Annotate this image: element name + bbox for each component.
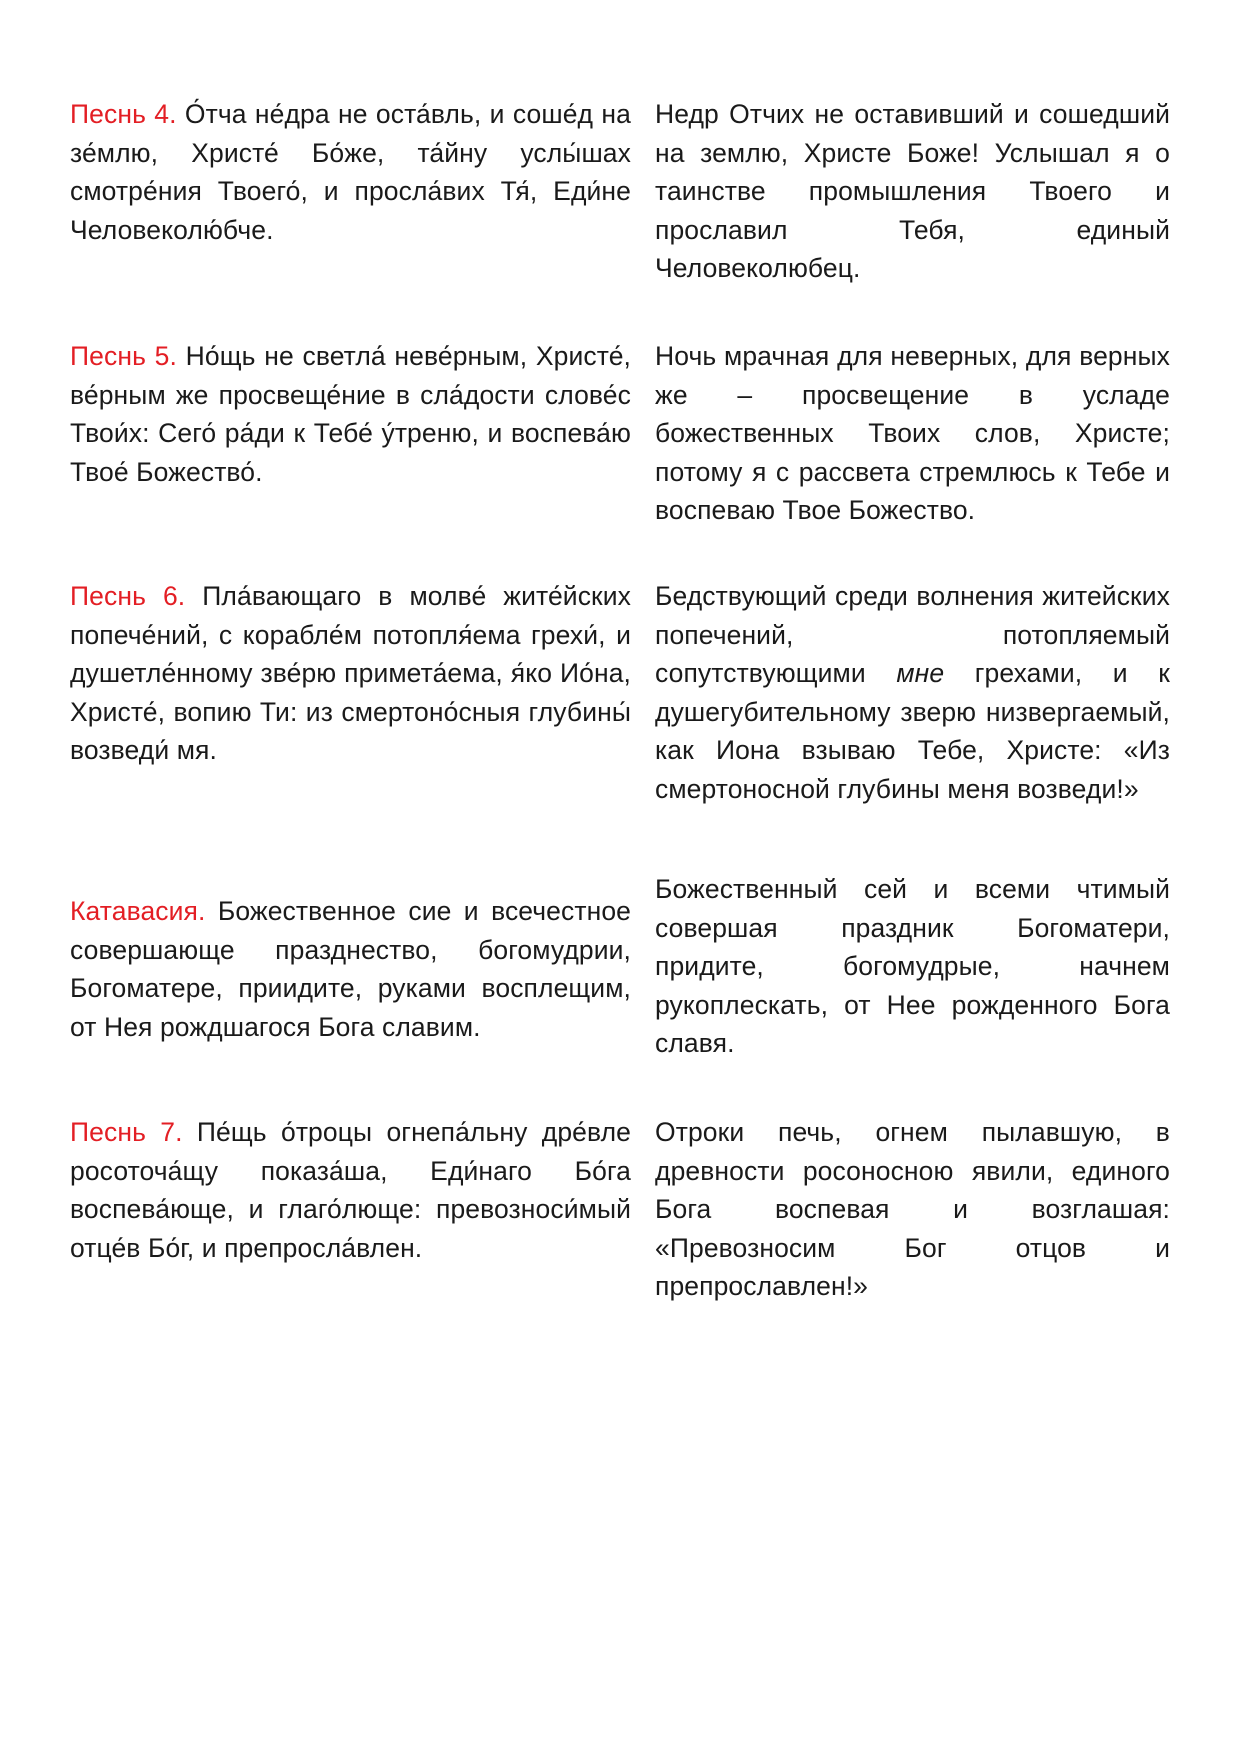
section-label: Песнь 4. bbox=[70, 99, 177, 129]
church-slavonic-body: Божественное сие и всечестное совершающе празднество, богомудрии, Богоматере, приидите, руками восплещим, от Нея рождшагося Бога славим. bbox=[70, 896, 631, 1042]
russian-translation: Ночь мрачная для неверных, для верных же – просвещение в усладе божественных Твоих слов, Христе; потому я с рассвета стремлюсь к Тебе и воспеваю Твое Божество. bbox=[655, 341, 1170, 526]
church-slavonic-text bbox=[70, 870, 631, 1113]
section-song-7 bbox=[70, 1113, 1170, 1333]
section-katavasia bbox=[70, 870, 1170, 1113]
church-slavonic-text bbox=[70, 577, 631, 870]
russian-translation bbox=[655, 577, 1170, 870]
section-label: Песнь 7. bbox=[70, 1117, 183, 1147]
russian-translation: Отроки печь, огнем пылавшую, в древности росоносною явили, единого Бога воспевая и возглашая: «Превозносим Бог отцов и препрославлен!» bbox=[655, 1117, 1170, 1302]
russian-translation: Недр Отчих не оставивший и сошедший на землю, Христе Боже! Услышал я о таинстве промышления Твоего и прославил Тебя, единый Человеколюбец. bbox=[655, 99, 1170, 284]
russian-italic-word: мне bbox=[896, 658, 945, 689]
church-slavonic-body: Пла́вающаго в молве́ жите́йских попече́ний, с корабле́м потопля́ема грехи́, и душетле́нному зве́рю примета́ема, я́ко Ио́на, Христе́, вопию Ти: из смертоно́сныя глубины́ возведи́ мя. bbox=[70, 581, 631, 766]
section-song-5 bbox=[70, 337, 1170, 577]
church-slavonic-body: Пе́щь о́троцы огнепа́льну дре́вле росоточа́щу показа́ша, Еди́наго Бо́га воспева́юще, и глаго́люще: превозноси́мый отце́в Бо́г, и препросла́влен. bbox=[70, 1117, 631, 1263]
section-song-4 bbox=[70, 95, 1170, 337]
church-slavonic-text bbox=[70, 1113, 631, 1333]
church-slavonic-body: Но́щь не светла́ неве́рным, Христе́, ве́рным же просвеще́ние в сла́дости слове́с Твои́х: Сего́ ра́ди к Тебе́ у́треню, и воспева́ю Твое́ Божество́. bbox=[70, 341, 631, 487]
section-song-6 bbox=[70, 577, 1170, 870]
russian-text-part: Бедствующий среди волнения житейских попечений, потопляемый сопутствующими bbox=[655, 581, 1170, 689]
russian-translation: Божественный сей и всеми чтимый совершая праздник Богоматери, придите, богомудрые, начнем рукоплескать, от Нее рожденного Бога славя. bbox=[655, 874, 1170, 1059]
page-content bbox=[70, 95, 1170, 1333]
church-slavonic-text bbox=[70, 337, 631, 577]
section-label: Песнь 5. bbox=[70, 341, 177, 371]
church-slavonic-body: О́тча не́дра не оста́вль, и соше́д на зе́млю, Христе́ Бо́же, та́йну услы́шах смотре́ния Твоего́, и просла́вих Тя́, Еди́не Человеколю́бче. bbox=[70, 99, 631, 245]
church-slavonic-text bbox=[70, 95, 631, 337]
russian-text-part: грехами, и к душегубительному зверю низвергаемый, как Иона взываю Тебе, Христе: «Из смертоносной глубины меня возведи!» bbox=[655, 658, 1171, 804]
section-label: Песнь 6. bbox=[70, 581, 186, 611]
section-label: Катавасия. bbox=[70, 896, 206, 926]
